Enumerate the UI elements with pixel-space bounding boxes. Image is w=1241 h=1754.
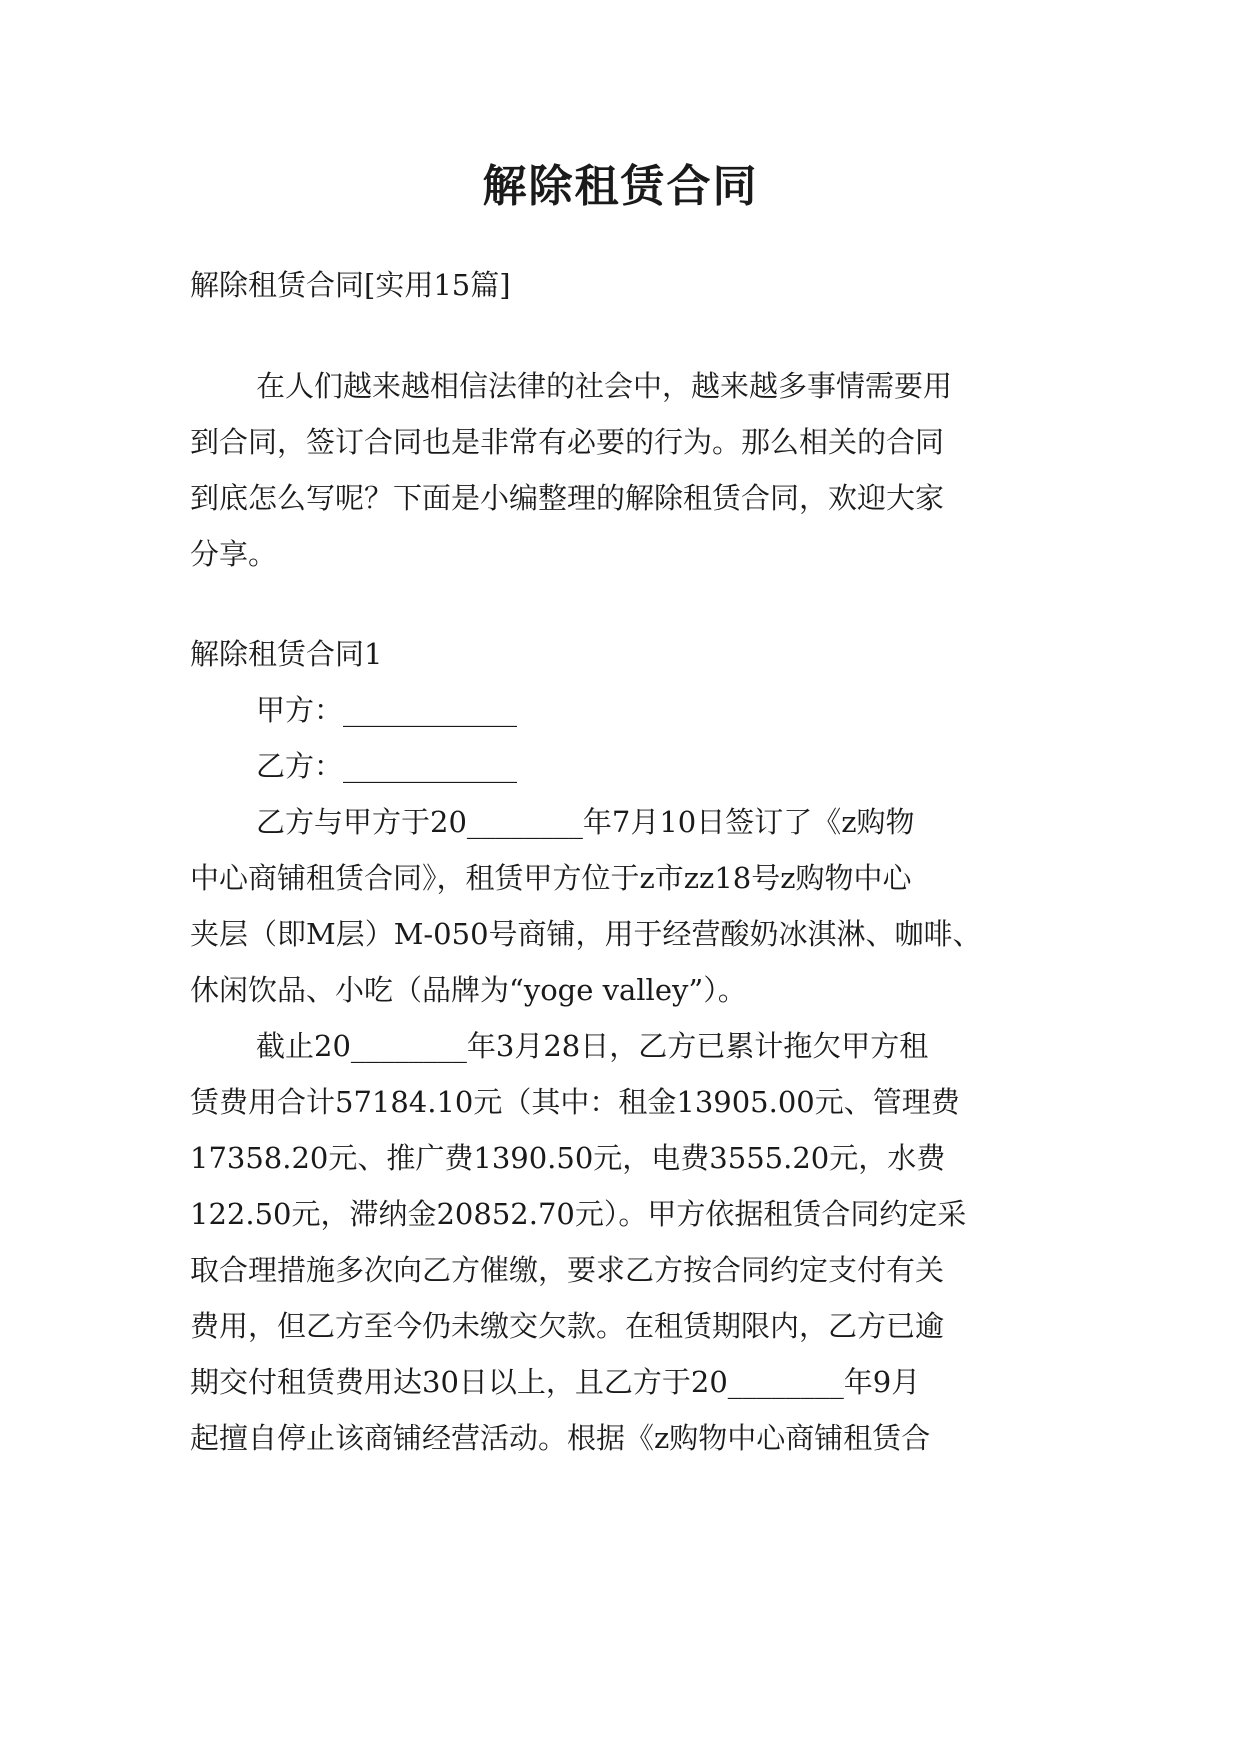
party-a-line: 甲方：____________ <box>256 693 518 727</box>
para1-line-3: 夹层（即M层）M-050号商铺，用于经营酸奶冰淇淋、咖啡、 <box>190 917 982 951</box>
para1-line-4: 休闲饮品、小吃（品牌为“yoge valley”）。 <box>190 973 747 1007</box>
para2-line-5: 取合理措施多次向乙方催缴，要求乙方按合同约定支付有关 <box>190 1253 945 1287</box>
para2-line-3: 17358.20元、推广费1390.50元，电费3555.20元，水费 <box>190 1141 946 1175</box>
document-subtitle: 解除租赁合同[实用15篇] <box>190 268 511 302</box>
para2-line-8: 起擅自停止该商铺经营活动。根据《z购物中心商铺租赁合 <box>190 1421 931 1455</box>
intro-line-4: 分享。 <box>190 537 278 571</box>
party-b-line: 乙方：____________ <box>256 749 518 783</box>
para2-line-2: 赁费用合计57184.10元（其中：租金13905.00元、管理费 <box>190 1085 960 1119</box>
para1-line-1: 乙方与甲方于20________年7月10日签订了《z购物 <box>256 805 915 839</box>
intro-line-3: 到底怎么写呢？下面是小编整理的解除租赁合同，欢迎大家 <box>190 481 945 515</box>
intro-line-1: 在人们越来越相信法律的社会中，越来越多事情需要用 <box>256 369 953 403</box>
para2-line-1: 截止20________年3月28日，乙方已累计拖欠甲方租 <box>256 1029 929 1063</box>
para1-line-2: 中心商铺租赁合同》，租赁甲方位于z市zz18号z购物中心 <box>190 861 912 895</box>
document-title: 解除租赁合同 <box>482 161 759 212</box>
para2-line-6: 费用，但乙方至今仍未缴交欠款。在租赁期限内，乙方已逾 <box>190 1309 945 1343</box>
intro-line-2: 到合同，签订合同也是非常有必要的行为。那么相关的合同 <box>190 425 945 459</box>
para2-line-7: 期交付租赁费用达30日以上，且乙方于20________年9月 <box>190 1365 921 1399</box>
para2-line-4: 122.50元，滞纳金20852.70元）。甲方依据租赁合同约定采 <box>190 1197 967 1231</box>
section-heading: 解除租赁合同1 <box>190 637 383 671</box>
